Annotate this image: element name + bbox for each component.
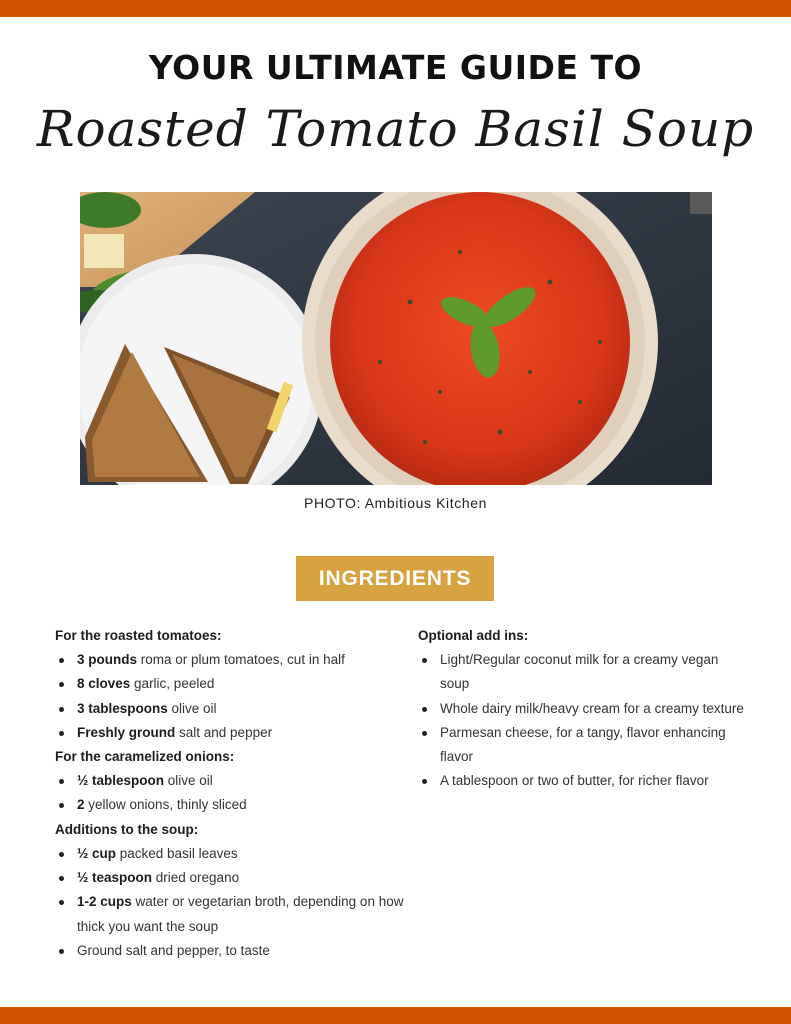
addin-item: Parmesan cheese, for a tangy, flavor enhancing flavor [418, 721, 748, 770]
bullet-icon [59, 682, 64, 687]
ingredient-item: ½ tablespoon olive oil [55, 769, 405, 793]
addin-item: Whole dairy milk/heavy cream for a creamy texture [418, 697, 748, 721]
ingredients-heading: INGREDIENTS [296, 556, 494, 601]
ingredient-item: 3 tablespoons olive oil [55, 697, 405, 721]
bullet-icon [422, 779, 427, 784]
bullet-icon [59, 900, 64, 905]
optional-addins-column [418, 624, 748, 794]
group-title: For the roasted tomatoes: [55, 628, 222, 643]
bullet-icon [59, 707, 64, 712]
bullet-icon [59, 876, 64, 881]
top-accent-bar [0, 0, 791, 17]
bullet-icon [59, 658, 64, 663]
ingredient-item: ½ cup packed basil leaves [55, 842, 405, 866]
bullet-icon [59, 779, 64, 784]
guide-headline: YOUR ULTIMATE GUIDE TO [148, 48, 643, 87]
ingredient-item: ½ teaspoon dried oregano [55, 866, 405, 890]
group-title: Optional add ins: [418, 628, 529, 643]
ingredient-item: 2 yellow onions, thinly sliced [55, 793, 405, 817]
bullet-icon [59, 949, 64, 954]
group-title: Additions to the soup: [55, 821, 199, 837]
ingredient-item: 8 cloves garlic, peeled [55, 672, 405, 696]
ingredient-item: 3 pounds roma or plum tomatoes, cut in half [55, 648, 405, 672]
bullet-icon [422, 658, 427, 663]
bullet-icon [59, 852, 64, 857]
photo-credit: PHOTO: Ambitious Kitchen [304, 495, 487, 511]
bullet-icon [59, 731, 64, 736]
ingredient-item: Freshly ground salt and pepper [55, 721, 405, 745]
addin-item: Light/Regular coconut milk for a creamy vegan soup [418, 648, 748, 697]
bottom-accent-bar [0, 1007, 791, 1024]
ingredient-item: 1-2 cups water or vegetarian broth, depending on how thick you want the soup [55, 890, 405, 939]
bullet-icon [59, 803, 64, 808]
ingredient-item: Ground salt and pepper, to taste [55, 939, 405, 963]
group-title: For the caramelized onions: [55, 749, 235, 765]
bullet-icon [422, 707, 427, 712]
soup-photo [80, 192, 712, 485]
addin-item: A tablespoon or two of butter, for richer flavor [418, 769, 748, 793]
recipe-title: Roasted Tomato Basil Soup [36, 100, 755, 158]
bullet-icon [422, 731, 427, 736]
ingredients-left-column [55, 624, 405, 963]
